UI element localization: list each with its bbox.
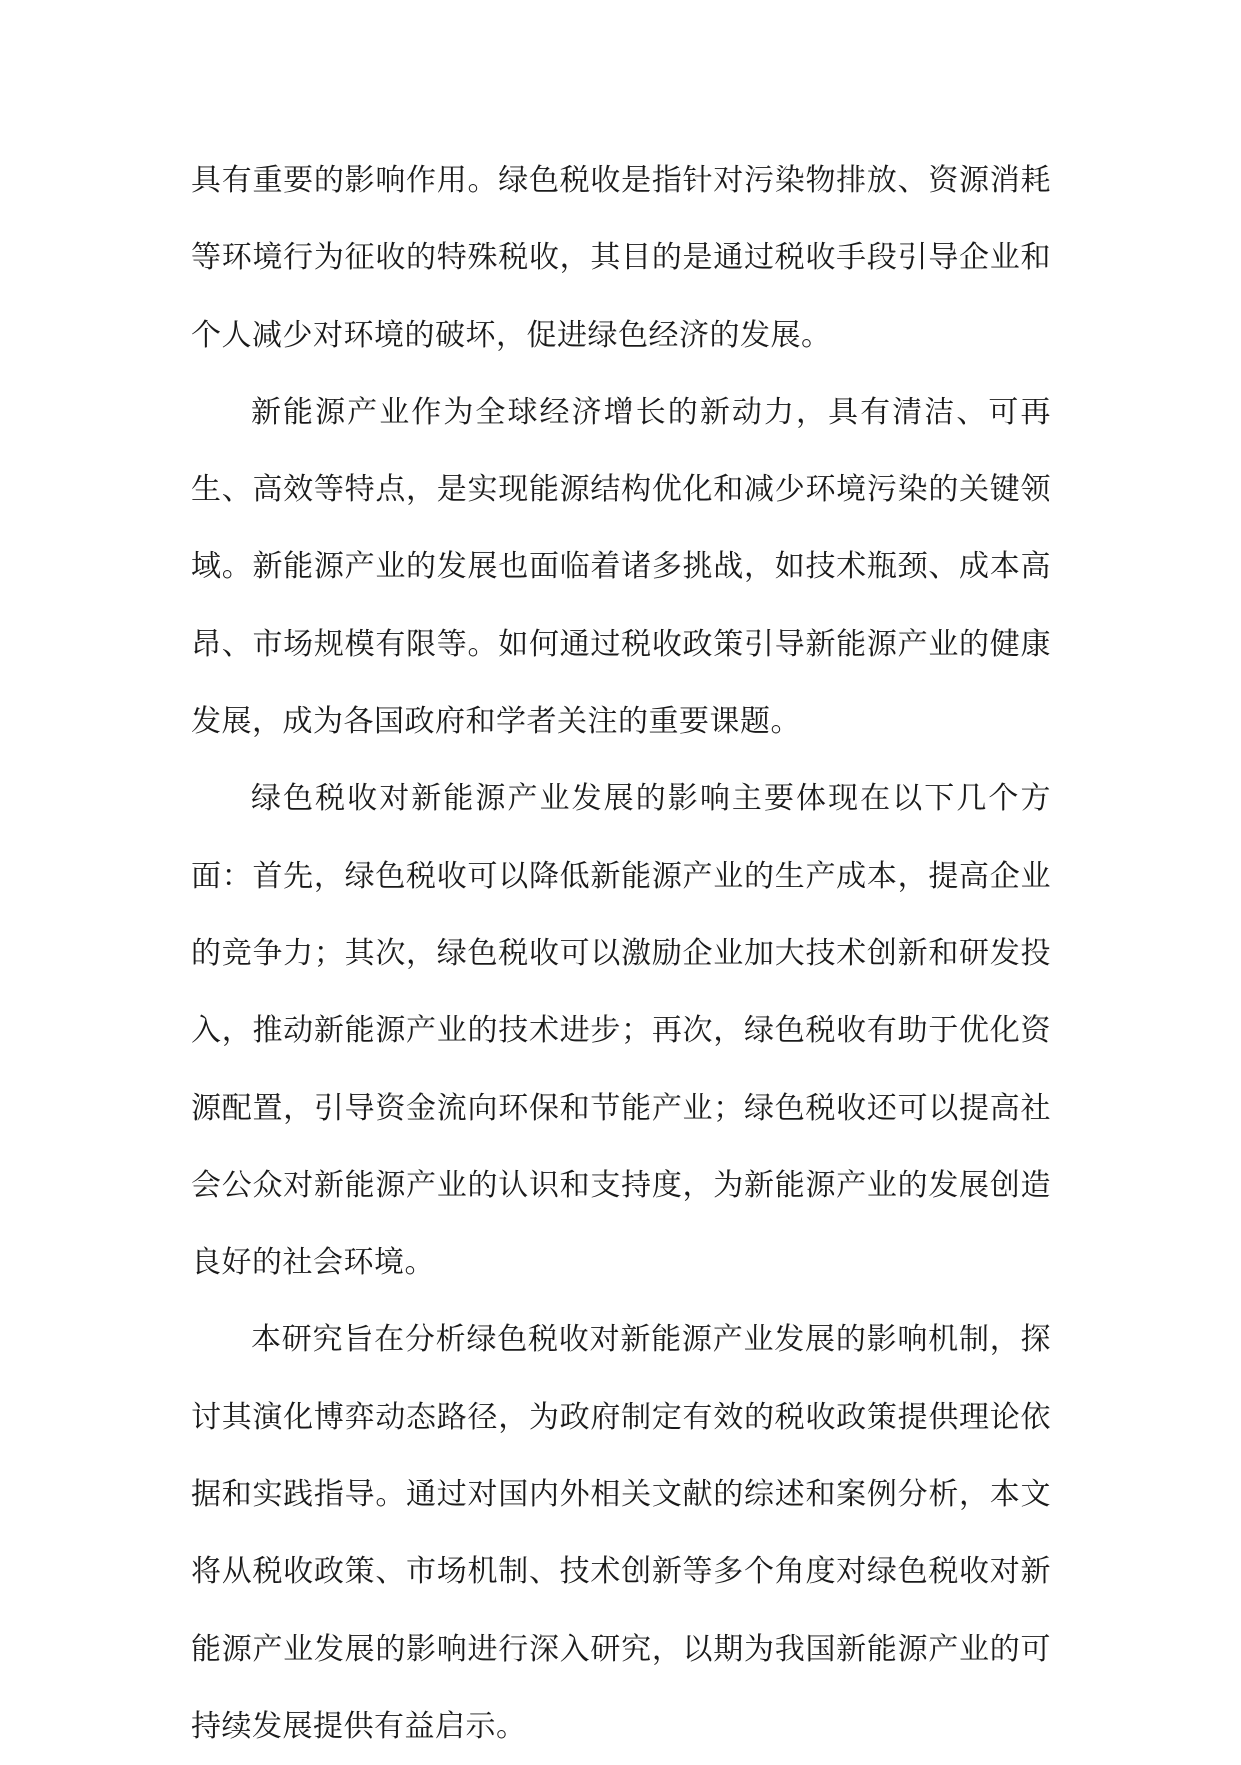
paragraph-2: 新能源产业作为全球经济增长的新动力，具有清洁、可再生、高效等特点，是实现能源结构优化和减少环境污染的关键领域。新能源产业的发展也面临着诸多挑战，如技术瓶颈、成本高昂、市场规模有限等。如何通过税收政策引导新能源产业的健康发展，成为各国政府和学者关注的重要课题。 [191,394,1051,740]
paragraph-1: 具有重要的影响作用。绿色税收是指针对污染物排放、资源消耗等环境行为征收的特殊税收，其目的是通过税收手段引导企业和个人减少对环境的破坏，促进绿色经济的发展。 [191,163,1051,353]
document-body [191,142,1051,1765]
paragraph-3: 绿色税收对新能源产业发展的影响主要体现在以下几个方面：首先，绿色税收可以降低新能源产业的生产成本，提高企业的竞争力；其次，绿色税收可以激励企业加大技术创新和研发投入，推动新能源产业的技术进步；再次，绿色税收有助于优化资源配置，引导资金流向环保和节能产业；绿色税收还可以提高社会公众对新能源产业的认识和支持度，为新能源产业的发展创造良好的社会环境。 [191,781,1051,1281]
paragraph-4: 本研究旨在分析绿色税收对新能源产业发展的影响机制，探讨其演化博弈动态路径，为政府制定有效的税收政策提供理论依据和实践指导。通过对国内外相关文献的综述和案例分析，本文将从税收政策、市场机制、技术创新等多个角度对绿色税收对新能源产业发展的影响进行深入研究，以期为我国新能源产业的可持续发展提供有益启示。 [191,1322,1051,1744]
